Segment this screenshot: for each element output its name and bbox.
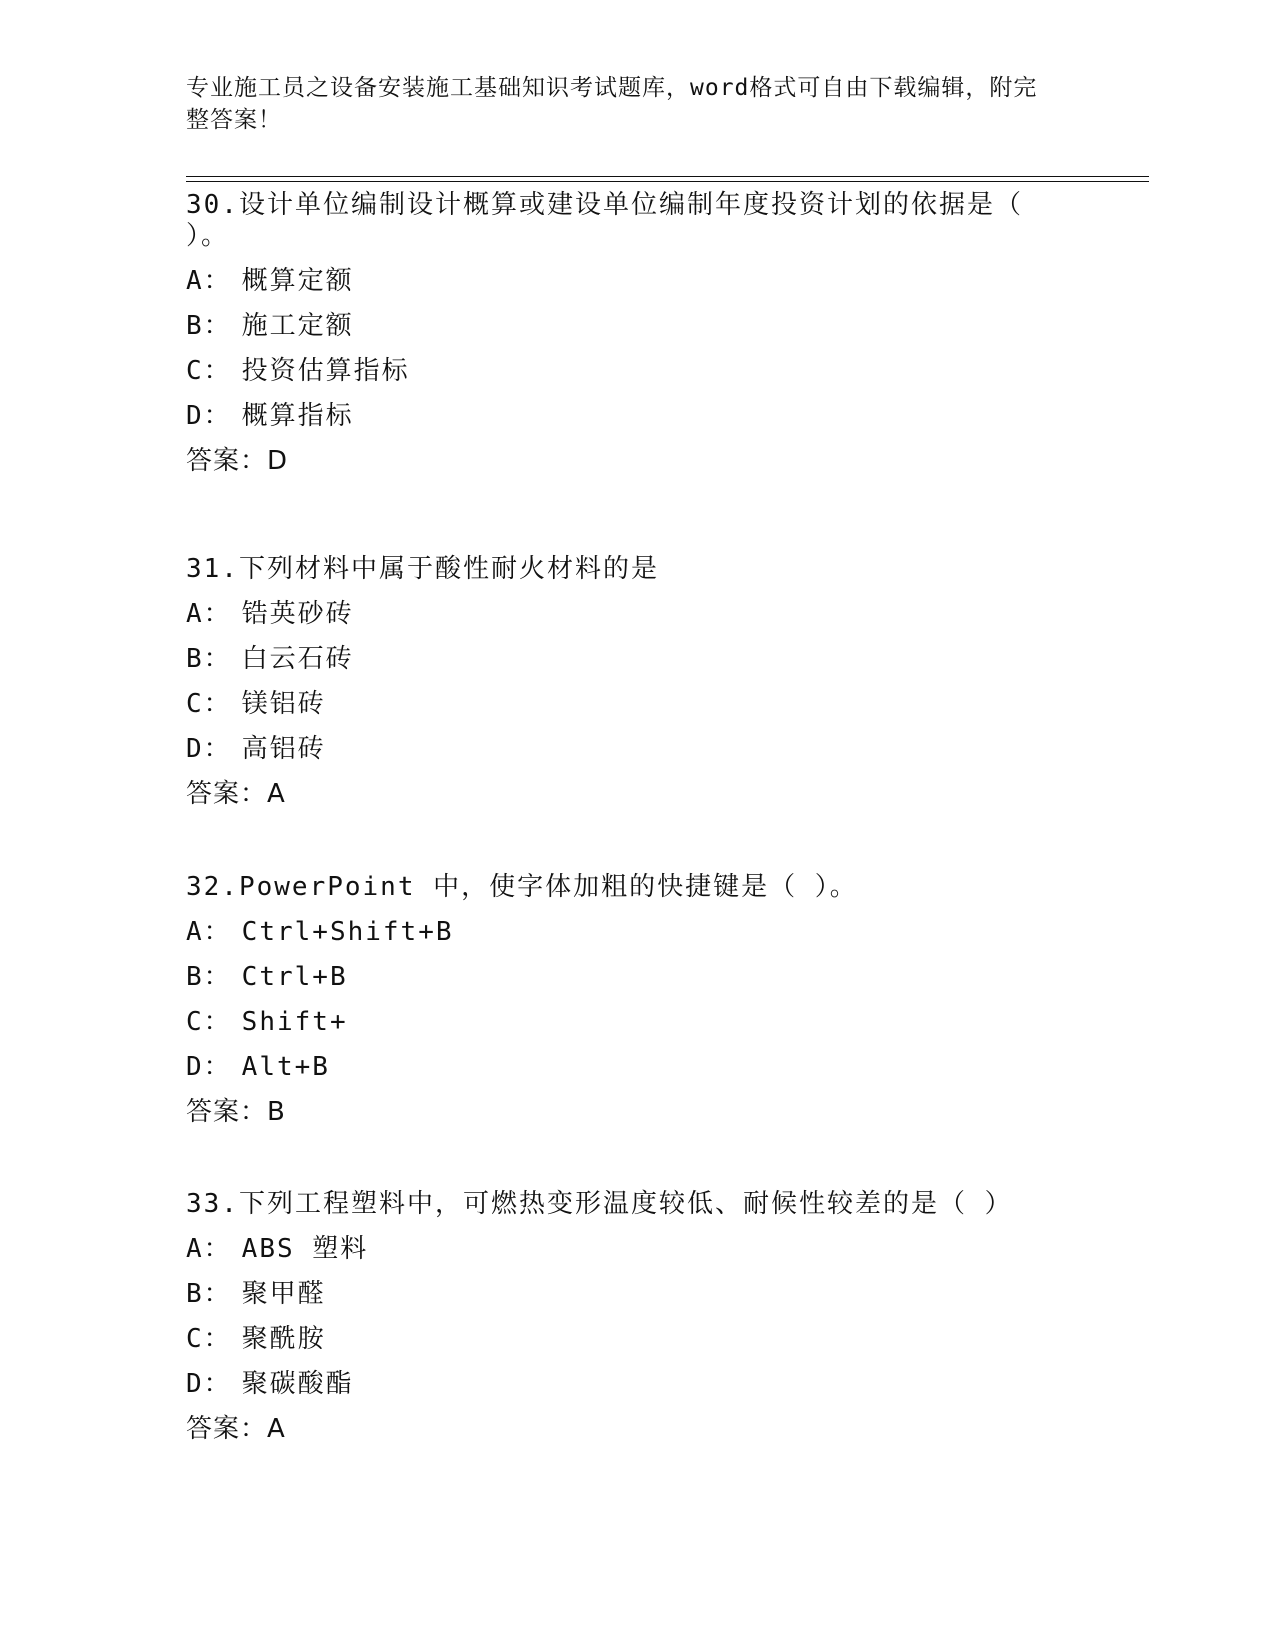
option-separator: ： xyxy=(203,1279,232,1309)
option-separator: ： xyxy=(203,1052,232,1082)
stem-line-2: ）。 xyxy=(186,221,230,251)
answer-line xyxy=(186,1414,1066,1445)
option-separator: ： xyxy=(203,266,232,296)
header-line-1: 专业施工员之设备安装施工基础知识考试题库，word格式可自由下载编辑，附完 xyxy=(186,75,1038,101)
option-key: A xyxy=(186,1234,204,1264)
answer-value: A xyxy=(267,779,286,809)
option-text: Shift+ xyxy=(241,1007,348,1037)
option-c xyxy=(186,1324,1066,1369)
option-a xyxy=(186,917,1066,962)
option-c xyxy=(186,689,1066,734)
option-d xyxy=(186,401,1066,446)
option-separator: ： xyxy=(203,734,232,764)
option-key: B xyxy=(186,311,204,341)
answer-label: 答案： xyxy=(186,779,268,809)
option-b xyxy=(186,311,1066,356)
option-key: B xyxy=(186,962,204,992)
option-separator: ： xyxy=(203,1234,232,1264)
question-stem xyxy=(186,554,1066,585)
option-separator: ： xyxy=(203,599,232,629)
header-line-2: 整答案！ xyxy=(186,107,282,133)
answer-value: B xyxy=(267,1097,286,1127)
option-text: 镁铝砖 xyxy=(241,689,326,719)
option-text: 概算指标 xyxy=(241,401,354,431)
question-stem xyxy=(186,190,1066,252)
stem-line-1: 32.PowerPoint 中，使字体加粗的快捷键是（ ）。 xyxy=(186,872,858,902)
option-separator: ： xyxy=(203,962,232,992)
option-key: B xyxy=(186,1279,204,1309)
answer-label: 答案： xyxy=(186,1097,268,1127)
option-text: 白云石砖 xyxy=(241,644,354,674)
option-separator: ： xyxy=(203,917,232,947)
option-d xyxy=(186,734,1066,779)
option-key: D xyxy=(186,1369,204,1399)
option-key: C xyxy=(186,1007,204,1037)
option-text: 施工定额 xyxy=(241,311,354,341)
option-text: 聚甲醛 xyxy=(241,1279,326,1309)
option-c xyxy=(186,1007,1066,1052)
option-a xyxy=(186,599,1066,644)
option-key: C xyxy=(186,356,204,386)
answer-label: 答案： xyxy=(186,446,268,476)
option-separator: ： xyxy=(203,1369,232,1399)
answer-line xyxy=(186,779,1066,810)
stem-line-1: 33.下列工程塑料中，可燃热变形温度较低、耐候性较差的是（ ） xyxy=(186,1189,1013,1219)
option-text: 聚酰胺 xyxy=(241,1324,326,1354)
option-text: 投资估算指标 xyxy=(241,356,410,386)
option-key: A xyxy=(186,266,204,296)
option-key: C xyxy=(186,1324,204,1354)
option-separator: ： xyxy=(203,311,232,341)
option-text: Ctrl+Shift+B xyxy=(241,917,454,947)
option-d xyxy=(186,1052,1066,1097)
question-31 xyxy=(186,554,1066,810)
option-b xyxy=(186,644,1066,689)
option-text: Ctrl+B xyxy=(241,962,348,992)
question-stem xyxy=(186,872,1066,903)
stem-line-1: 30.设计单位编制设计概算或建设单位编制年度投资计划的依据是（ xyxy=(186,190,1023,220)
question-32 xyxy=(186,872,1066,1128)
stem-line-1: 31.下列材料中属于酸性耐火材料的是 xyxy=(186,554,659,584)
answer-line xyxy=(186,446,1066,477)
option-key: B xyxy=(186,644,204,674)
option-separator: ： xyxy=(203,1007,232,1037)
option-separator: ： xyxy=(203,644,232,674)
answer-label: 答案： xyxy=(186,1414,268,1444)
option-key: D xyxy=(186,401,204,431)
document-header xyxy=(186,72,1066,136)
option-text: Alt+B xyxy=(241,1052,330,1082)
option-key: C xyxy=(186,689,204,719)
option-text: 概算定额 xyxy=(241,266,354,296)
option-c xyxy=(186,356,1066,401)
option-key: A xyxy=(186,599,204,629)
option-b xyxy=(186,1279,1066,1324)
answer-value: A xyxy=(267,1414,286,1444)
header-divider-bottom xyxy=(186,181,1149,182)
option-b xyxy=(186,962,1066,1007)
question-33 xyxy=(186,1189,1066,1445)
option-separator: ： xyxy=(203,689,232,719)
question-stem xyxy=(186,1189,1066,1220)
answer-line xyxy=(186,1097,1066,1128)
option-separator: ： xyxy=(203,401,232,431)
option-key: D xyxy=(186,1052,204,1082)
option-key: A xyxy=(186,917,204,947)
option-text: ABS 塑料 xyxy=(241,1234,369,1264)
question-30 xyxy=(186,190,1066,477)
option-separator: ： xyxy=(203,1324,232,1354)
answer-value: D xyxy=(267,446,289,476)
option-key: D xyxy=(186,734,204,764)
option-a xyxy=(186,1234,1066,1279)
option-text: 聚碳酸酯 xyxy=(241,1369,354,1399)
option-text: 锆英砂砖 xyxy=(241,599,354,629)
header-divider-top xyxy=(186,176,1149,177)
option-a xyxy=(186,266,1066,311)
option-separator: ： xyxy=(203,356,232,386)
option-text: 高铝砖 xyxy=(241,734,326,764)
option-d xyxy=(186,1369,1066,1414)
